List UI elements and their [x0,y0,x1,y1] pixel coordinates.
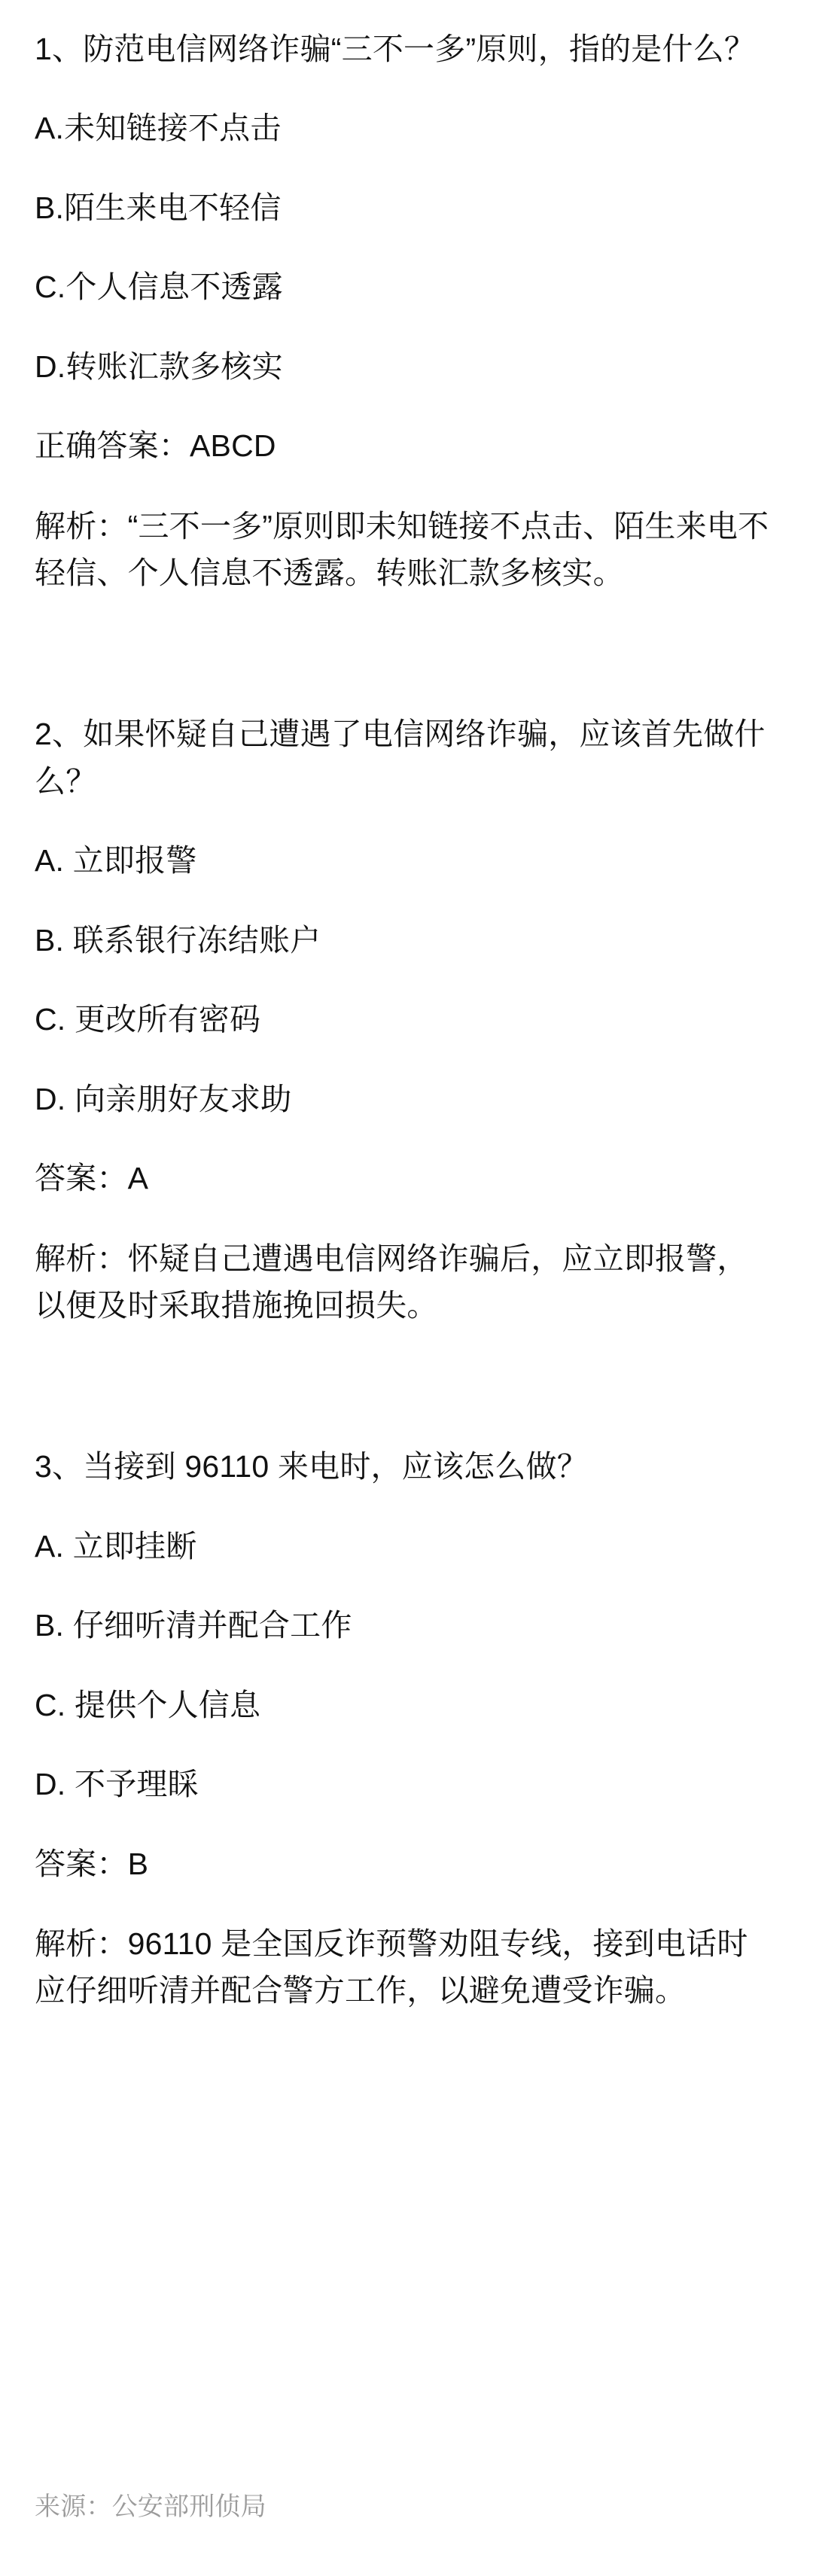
question-explanation: 解析：怀疑自己遭遇电信网络诈骗后，应立即报警，以便及时采取措施挽回损失。 [35,1241,748,1323]
question-title: 3、当接到 96110 来电时，应该怎么做？ [35,1449,588,1484]
question-explanation: 解析：96110 是全国反诈预警劝阻专线，接到电话时应仔细听清并配合警方工作，以避免遭受诈骗。 [35,1926,748,2008]
question-option-c: C.个人信息不透露 [35,269,283,305]
question-title: 2、如果怀疑自己遭遇了电信网络诈骗，应该首先做什么？ [35,717,766,799]
question-option-a: A.未知链接不点击 [35,111,282,146]
question-answer: 答案：A [35,1161,149,1196]
question-option-d: D. 向亲朋好友求助 [35,1081,292,1116]
section-divider [35,629,778,711]
question-title: 1、防范电信网络诈骗“三不一多”原则，指的是什么？ [35,32,756,66]
question-option-d: D. 不予理睬 [35,1767,199,1801]
question-answer: 正确答案：ABCD [35,428,276,464]
question-answer: 答案：B [35,1846,149,1881]
question-block-1 [35,26,778,596]
question-option-c: C. 更改所有密码 [35,1002,261,1037]
question-option-a: A. 立即挂断 [35,1528,197,1564]
question-explanation: 解析：“三不一多”原则即未知链接不点击、陌生来电不轻信、个人信息不透露。转账汇款多核实。 [35,508,769,591]
question-option-b: B. 联系银行冻结账户 [35,922,321,958]
source-text: 来源：公安部刑侦局 [35,2492,266,2521]
question-option-c: C. 提供个人信息 [35,1687,261,1722]
section-divider [35,1362,778,1443]
question-option-d: D.转账汇款多核实 [35,349,283,384]
question-option-b: B.陌生来电不轻信 [35,190,282,225]
question-block-3 [35,1443,778,2014]
question-option-b: B. 仔细听清并配合工作 [35,1608,352,1643]
question-block-2 [35,711,778,1329]
source-attribution [35,2488,266,2526]
question-option-a: A. 立即报警 [35,843,197,878]
